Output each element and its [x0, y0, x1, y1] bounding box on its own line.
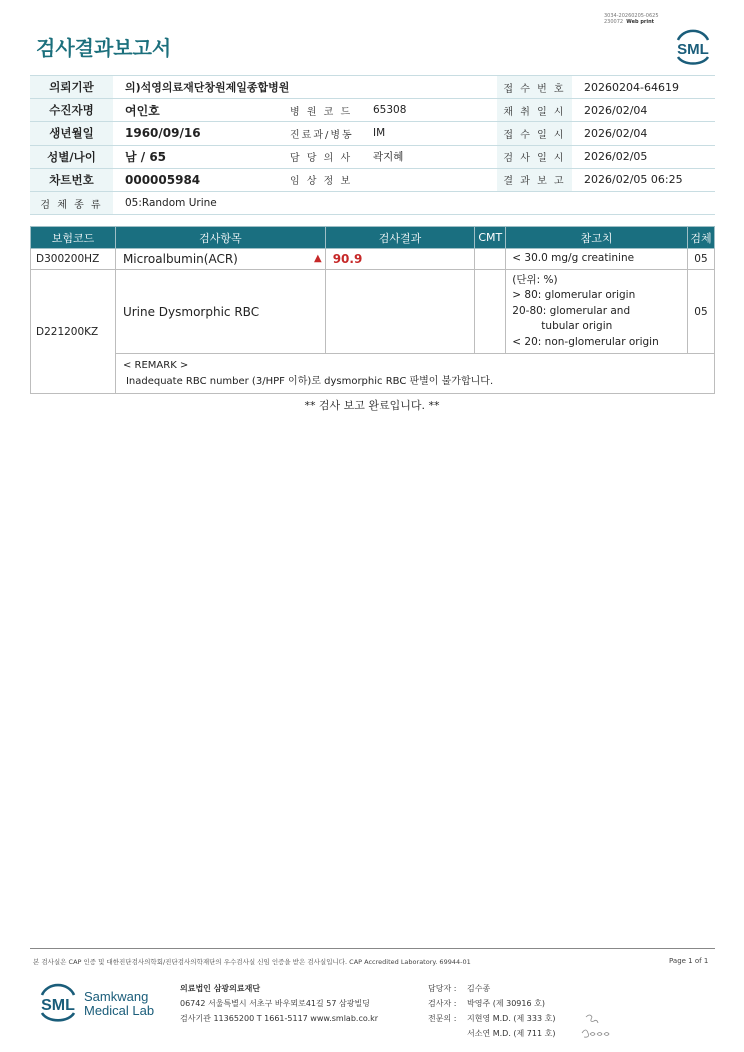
header-specimen: 검체 [687, 227, 714, 249]
staff-row: 검사자 : 박영주 (제 30916 호) [428, 999, 545, 1008]
table-row [31, 249, 715, 270]
svg-text:SML: SML [677, 41, 709, 58]
high-flag-icon: ▲ [313, 253, 322, 264]
svg-text:SML: SML [41, 997, 75, 1014]
info-label: 결 과 보 고 [497, 168, 572, 191]
info-value: 2026/02/05 [572, 145, 715, 168]
completion-message: ** 검사 보고 완료입니다. ** [304, 399, 440, 412]
info-row [30, 191, 715, 214]
info-value: 1960/09/16 [113, 122, 277, 145]
test-item: Microalbumin(ACR) ▲ [115, 249, 325, 270]
info-value: 여인호 [113, 99, 277, 122]
info-label: 채 취 일 시 [497, 99, 572, 122]
report-title: 검사결과보고서 [36, 36, 172, 60]
remark-row [31, 354, 715, 394]
cmt-cell [475, 270, 506, 354]
specimen-value: 05:Random Urine [113, 191, 715, 214]
info-value: 000005984 [113, 168, 277, 191]
signature-icon [578, 1009, 612, 1041]
info-value: 2026/02/04 [572, 122, 715, 145]
sml-logo [672, 26, 714, 66]
info-label: 수진자명 [30, 99, 113, 122]
info-value: 20260204-64619 [572, 76, 715, 99]
info-label: 차트번호 [30, 168, 113, 191]
document-id-line1: 3034-20260205-0625 [604, 13, 659, 19]
info-row [30, 145, 715, 168]
footer-divider [30, 948, 715, 949]
certification-note: 본 검사실은 CAP 인증 및 대한진단검사의학회/진단검사의학재단의 우수검사실 신임 인증을 받은 검사실입니다. CAP Accredited Laboratory. 69944-01 [33, 958, 471, 966]
info-label: 병 원 코 드 [277, 99, 361, 122]
info-value: IM [361, 122, 497, 145]
info-label: 임 상 정 보 [277, 168, 361, 191]
staff-row: 전문의 : 지현영 M.D. (제 333 호) [428, 1014, 556, 1023]
info-label: 진료과/병동 [277, 122, 361, 145]
specimen-code: 05 [687, 249, 714, 270]
info-value: 곽지혜 [361, 145, 497, 168]
reference-range: < 30.0 mg/g creatinine [506, 249, 688, 270]
info-value: 65308 [361, 99, 497, 122]
remark-title: < REMARK > [122, 359, 189, 371]
info-row [30, 168, 715, 191]
results-table [30, 226, 715, 394]
info-row [30, 99, 715, 122]
info-label: 담 당 의 사 [277, 145, 361, 168]
info-value: 의)석영의료재단창원제일종합병원 [113, 76, 497, 99]
info-label: 의뢰기관 [30, 76, 113, 99]
page-number: Page 1 of 1 [669, 957, 709, 965]
document-id-line2: 230072 Web print [604, 19, 655, 25]
test-item: Urine Dysmorphic RBC [115, 270, 325, 354]
test-result: 90.9 [325, 249, 475, 270]
info-row [30, 122, 715, 145]
staff-row: 담당자 : 김수종 [428, 984, 491, 993]
patient-info-table [30, 75, 715, 215]
insurance-code: D221200KZ [31, 270, 116, 394]
header-test-item: 검사항목 [115, 227, 325, 249]
info-label: 접 수 번 호 [497, 76, 572, 99]
staff-row: 서소연 M.D. (제 711 호) [467, 1029, 556, 1038]
remark [115, 354, 714, 394]
info-label: 접 수 일 시 [497, 122, 572, 145]
table-row [31, 270, 715, 354]
info-value [361, 168, 497, 191]
info-value: 남 / 65 [113, 145, 277, 168]
sml-logo [36, 980, 80, 1024]
brand-name: Samkwang Medical Lab [84, 989, 155, 1018]
header-reference: 참고치 [506, 227, 688, 249]
remark-text: Inadequate RBC number (3/HPF 이하)로 dysmorphic RBC 판별이 불가합니다. [125, 375, 494, 387]
document-id [604, 13, 684, 25]
specimen-label: 검 체 종 류 [30, 191, 113, 214]
insurance-code: D300200HZ [31, 249, 116, 270]
organization-contact: 검사기관 11365200 T 1661-5117 www.smlab.co.kr [180, 1014, 379, 1023]
cmt-cell [475, 249, 506, 270]
test-result [325, 270, 475, 354]
organization-name: 의료법인 삼광의료재단 [180, 984, 261, 993]
results-header-row [31, 227, 715, 249]
header-insurance-code: 보험코드 [31, 227, 116, 249]
info-value: 2026/02/05 06:25 [572, 168, 715, 191]
specimen-code: 05 [687, 270, 714, 354]
info-row [30, 76, 715, 99]
info-value: 2026/02/04 [572, 99, 715, 122]
organization-address: 06742 서울특별시 서초구 바우뫼로41길 57 삼광빌딩 [180, 999, 370, 1008]
info-label: 성별/나이 [30, 145, 113, 168]
organization-info [180, 981, 378, 1026]
info-label: 생년월일 [30, 122, 113, 145]
reference-range: (단위: %) > 80: glomerular origin 20-80: glomerular and tubular origin < 20: non-glomerular origin [506, 270, 688, 354]
staff-list [428, 981, 555, 1041]
header-cmt: CMT [475, 227, 506, 249]
header-test-result: 검사결과 [325, 227, 475, 249]
info-label: 검 사 일 시 [497, 145, 572, 168]
